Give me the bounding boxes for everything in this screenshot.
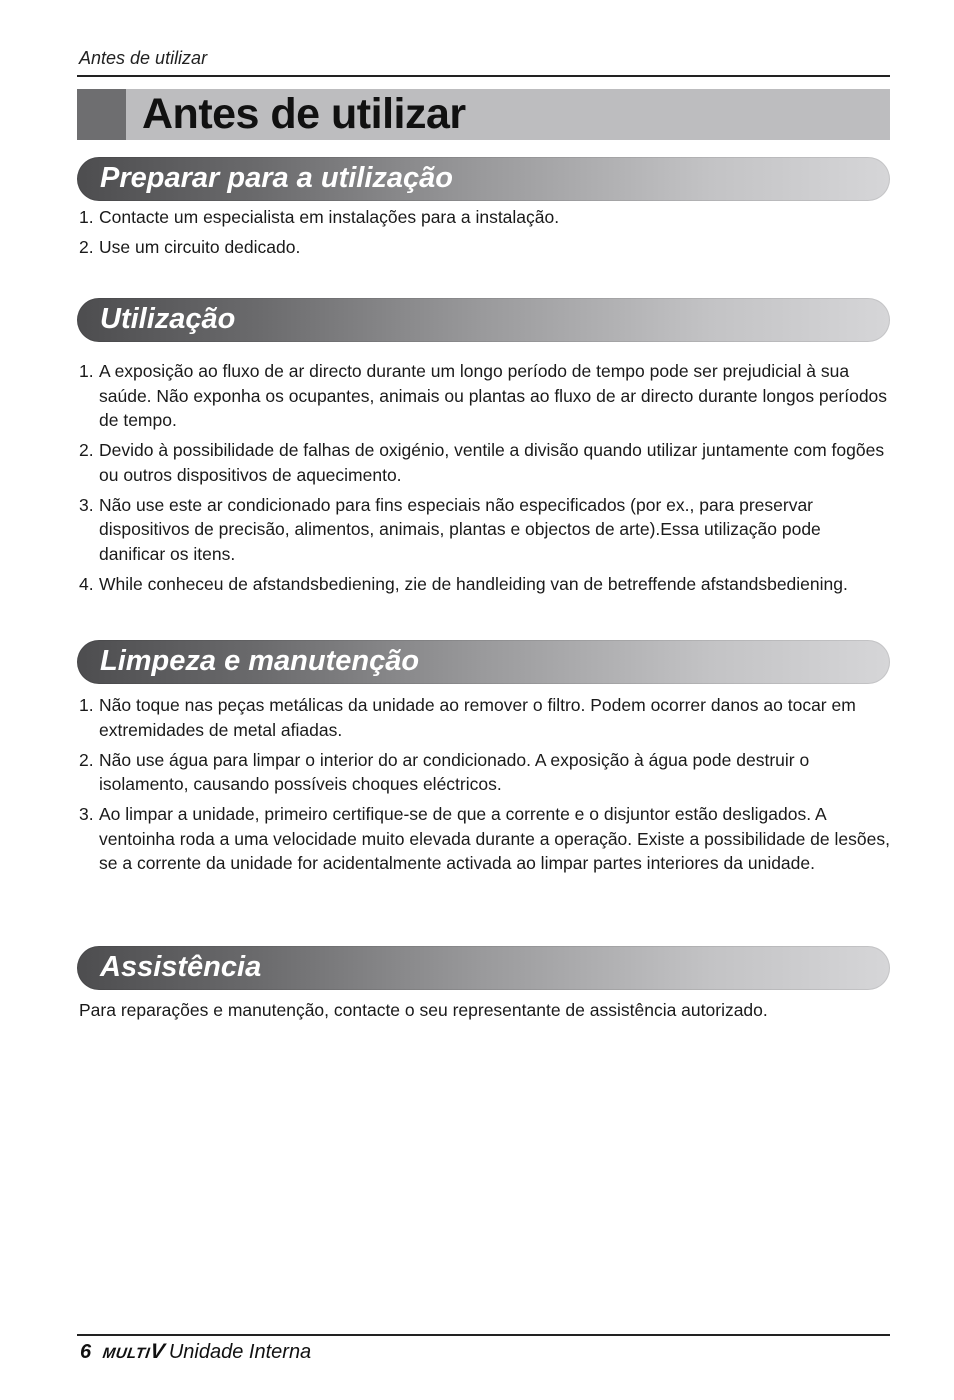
section-heading: Utilização [100, 303, 236, 335]
logo-v: V [148, 1340, 167, 1363]
list-item [79, 748, 891, 797]
footer-subtitle: Unidade Interna [168, 1341, 312, 1363]
item-text: Ao limpar a unidade, primeiro certifique-se de que a corrente e o disjuntor estão desligados. A ventoinha roda a uma velocidade muito elevada durante a operação. Existe a possibilidade de lesões, se a corrente da unidade for acidentalmente activada ao limpar partes interiores da unidade. [99, 804, 890, 873]
item-text: Contacte um especialista em instalações para a instalação. [99, 207, 560, 227]
item-text: A exposição ao fluxo de ar directo durante um longo período de tempo pode ser prejudicial à sua saúde. Não exponha os ocupantes, animais ou plantas ao fluxo de ar directo durante longos períodos de tempo. [99, 361, 888, 430]
section-heading: Limpeza e manutenção [100, 645, 420, 677]
item-number: 3. [79, 804, 94, 824]
list-item [79, 802, 891, 876]
item-text: Devido à possibilidade de falhas de oxigénio, ventile a divisão quando utilizar juntamente com fogões ou outros dispositivos de aquecimento. [99, 440, 885, 485]
page-title: Antes de utilizar [142, 90, 466, 138]
item-text: Não use este ar condicionado para fins especiais não especificados (por ex., para preservar dispositivos de precisão, alimentos, animais, plantas e objectos de arte).Essa utilização pode danificar os itens. [99, 494, 821, 564]
page-number: 6 [80, 1341, 92, 1363]
list-item [79, 235, 891, 260]
item-text: Não use água para limpar o interior do ar condicionado. A exposição à água pode destruir o isolamento, causando possíveis choques eléctricos. [99, 749, 810, 794]
running-header: Antes de utilizar [79, 48, 208, 68]
list-item [79, 572, 891, 597]
item-number: 1. [79, 695, 94, 715]
item-number: 2. [79, 237, 94, 257]
list-item [79, 359, 891, 433]
list-preparar [79, 205, 891, 265]
item-text: While conheceu de afstandsbediening, zie de handleiding van de betreffende afstandsbediening. [99, 573, 848, 594]
item-text: Não toque nas peças metálicas da unidade ao remover o filtro. Podem ocorrer danos ao tocar em extremidades de metal afiadas. [99, 695, 856, 740]
logo-text: MULTI [101, 1345, 152, 1362]
section-header-preparar [77, 157, 890, 201]
list-item [79, 493, 891, 567]
list-item [79, 438, 891, 487]
section-header-assistencia [77, 946, 890, 990]
multi-v-logo [101, 1340, 166, 1364]
page-title-bar [77, 89, 890, 140]
item-text: Use um circuito dedicado. [99, 237, 301, 257]
assistencia-paragraph: Para reparações e manutenção, contacte o seu representante de assistência autorizado. [79, 1000, 768, 1020]
section-heading: Preparar para a utilização [100, 162, 453, 194]
section-heading: Assistência [100, 951, 262, 983]
item-number: 4. [79, 573, 94, 594]
page-footer [80, 1340, 311, 1366]
top-divider [77, 75, 890, 77]
title-tab-block [77, 89, 126, 140]
list-limpeza [79, 693, 891, 881]
item-number: 2. [79, 749, 94, 770]
list-item [79, 205, 891, 230]
item-number: 3. [79, 494, 94, 515]
list-item [79, 693, 891, 742]
list-utilizacao [79, 359, 891, 602]
item-number: 2. [79, 440, 94, 460]
bottom-divider [77, 1334, 890, 1336]
item-number: 1. [79, 207, 94, 227]
section-header-utilizacao [77, 298, 890, 342]
item-number: 1. [79, 361, 94, 381]
section-header-limpeza [77, 640, 890, 684]
